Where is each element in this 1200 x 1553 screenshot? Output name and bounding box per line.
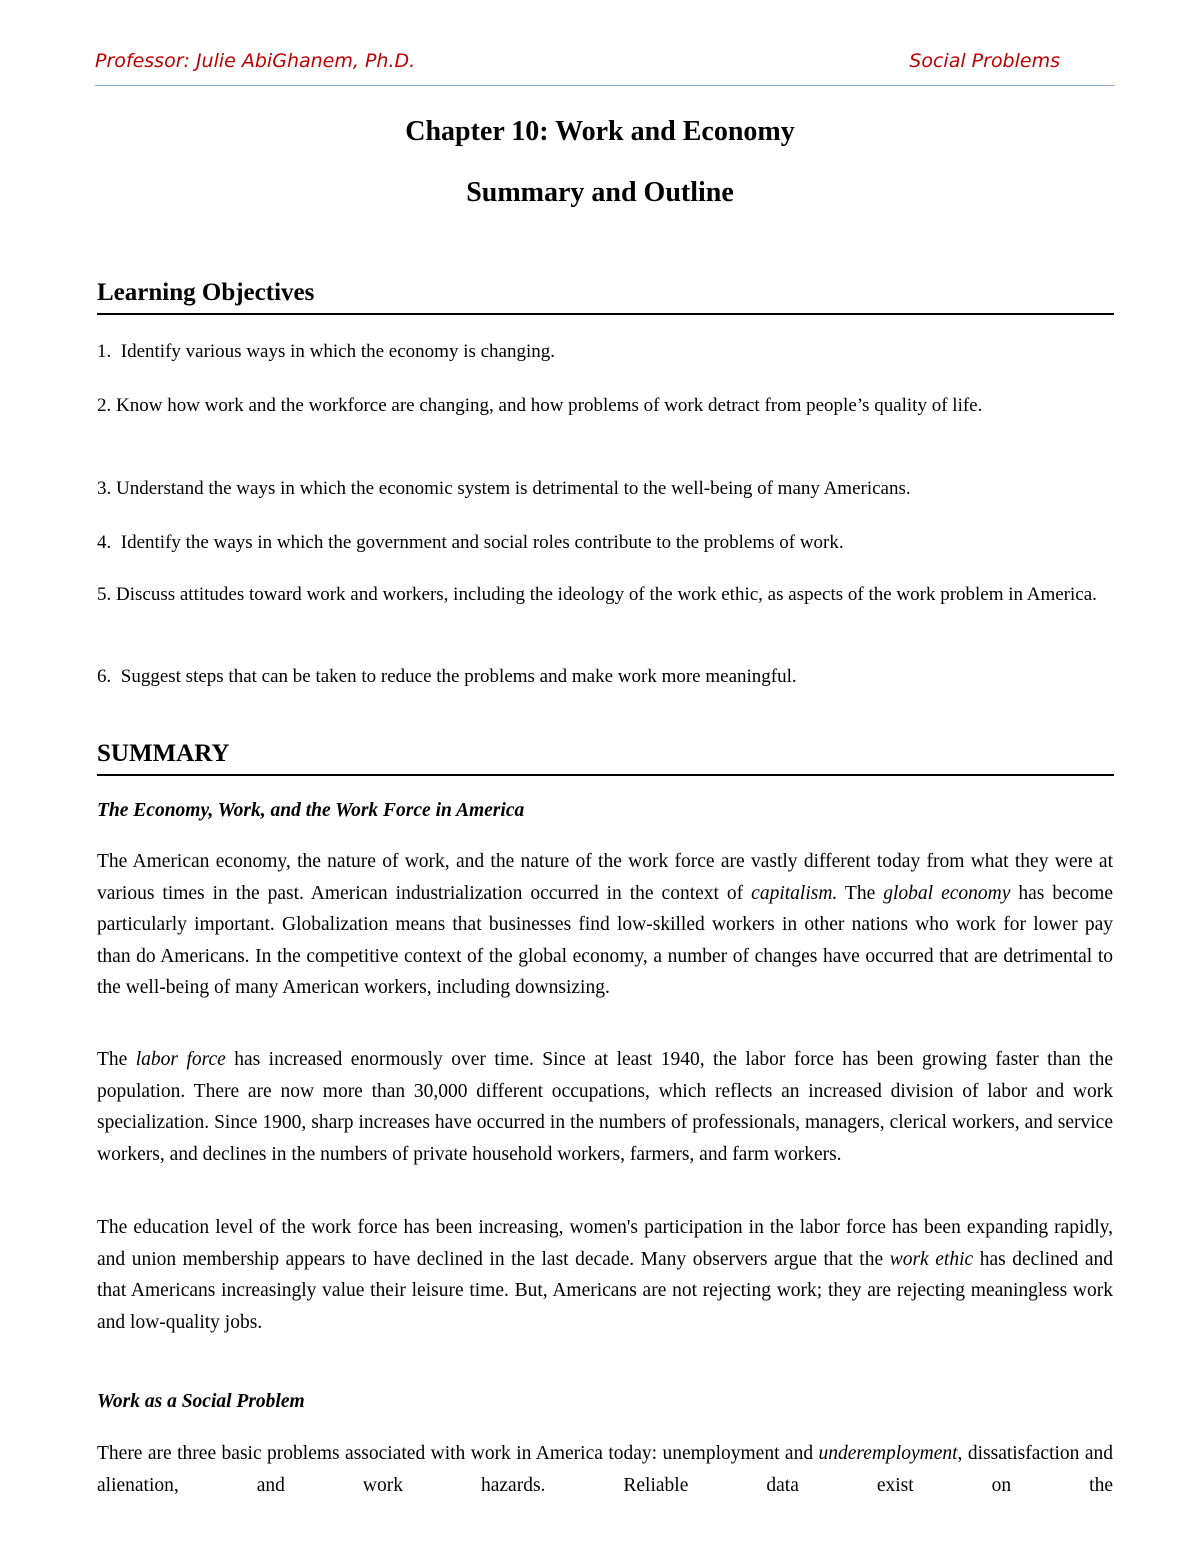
learning-objectives-heading: Learning Objectives [97, 279, 1114, 315]
objective-text: Suggest steps that can be taken to reduce the problems and make work more meaningful. [120, 666, 797, 687]
objective-text: Identify the ways in which the government and social roles contribute to the problems of work. [120, 532, 844, 553]
para-term: underemployment [818, 1443, 958, 1464]
objective-number: 3. [97, 478, 112, 499]
para-text: The [97, 1049, 136, 1070]
summary-paragraph-3 [97, 1212, 1113, 1338]
objective-text: Discuss attitudes toward work and workers, including the ideology of the work ethic, as aspects of the work problem in America. [116, 584, 1097, 605]
para-text: The education level of the work force has been increasing, women's participation in the labor force has been expanding rapidly, and union membership appears to have declined in the last decade. Many observers argue that the [97, 1217, 1113, 1270]
section-title-economy: The Economy, Work, and the Work Force in America [97, 800, 525, 821]
objective-number: 6. [97, 666, 112, 687]
summary-paragraph-2 [97, 1044, 1113, 1170]
chapter-subtitle: Summary and Outline [466, 177, 734, 208]
para-text: , dissatisfaction and alienation, and work hazards. Reliable data exist on the [97, 1443, 1113, 1496]
objective-item-5 [97, 581, 1113, 608]
objective-item-2 [97, 392, 1113, 419]
objective-number: 5. [97, 584, 112, 605]
header-professor: Professor: Julie AbiGhanem, Ph.D. [95, 50, 416, 72]
para-text: has declined and that Americans increasingly value their leisure time. But, Americans are not rejecting work; they are rejecting meaningless work and low-quality jobs. [97, 1248, 1113, 1333]
objective-number: 1. [97, 341, 112, 362]
para-term: work ethic [889, 1248, 974, 1270]
objective-text: Identify various ways in which the economy is changing. [120, 341, 556, 362]
objective-text: Understand the ways in which the economic system is detrimental to the well-being of many Americans. [116, 478, 911, 499]
objective-item-3 [97, 475, 1113, 502]
section-title-work-problem: Work as a Social Problem [97, 1391, 305, 1412]
header-course: Social Problems [909, 50, 1060, 72]
summary-heading: SUMMARY [97, 740, 1114, 776]
para-text: The American economy, the nature of work, and the nature of the work force are vastly different today from what they were at various times in the past. American industrialization occurred in the context of [97, 851, 1113, 904]
chapter-title: Chapter 10: Work and Economy [405, 116, 795, 147]
summary-paragraph-1 [97, 846, 1113, 1004]
para-text: has become particularly important. Globalization means that businesses find low-skilled workers in other nations who work for lower pay than do Americans. In the competitive context of the global economy, a number of changes have occurred that are detrimental to the well-being of many American workers, including downsizing. [97, 882, 1113, 998]
objective-item-4 [97, 529, 1113, 556]
page-header [95, 50, 1115, 86]
para-text: has increased enormously over time. Since at least 1940, the labor force has been growing faster than the population. There are now more than 30,000 different occupations, which reflects an increased division of labor and work specialization. Since 1900, sharp increases have occurred in the numbers of professionals, managers, clerical workers, and service workers, and declines in the numbers of private household workers, farmers, and farm workers. [97, 1049, 1113, 1165]
objective-number: 2. [97, 395, 112, 416]
para-term: capitalism. [751, 882, 838, 904]
para-term: global economy [883, 882, 1011, 904]
objective-text: Know how work and the workforce are changing, and how problems of work detract from people’s quality of life. [116, 395, 983, 416]
objective-item-1 [97, 338, 1113, 365]
objective-number: 4. [97, 532, 112, 553]
para-term: labor force [135, 1049, 226, 1070]
objective-item-6 [97, 663, 1113, 690]
para-text: The [837, 882, 884, 904]
para-text: There are three basic problems associated with work in America today: unemployment and [97, 1443, 819, 1464]
summary-paragraph-4 [97, 1438, 1113, 1501]
